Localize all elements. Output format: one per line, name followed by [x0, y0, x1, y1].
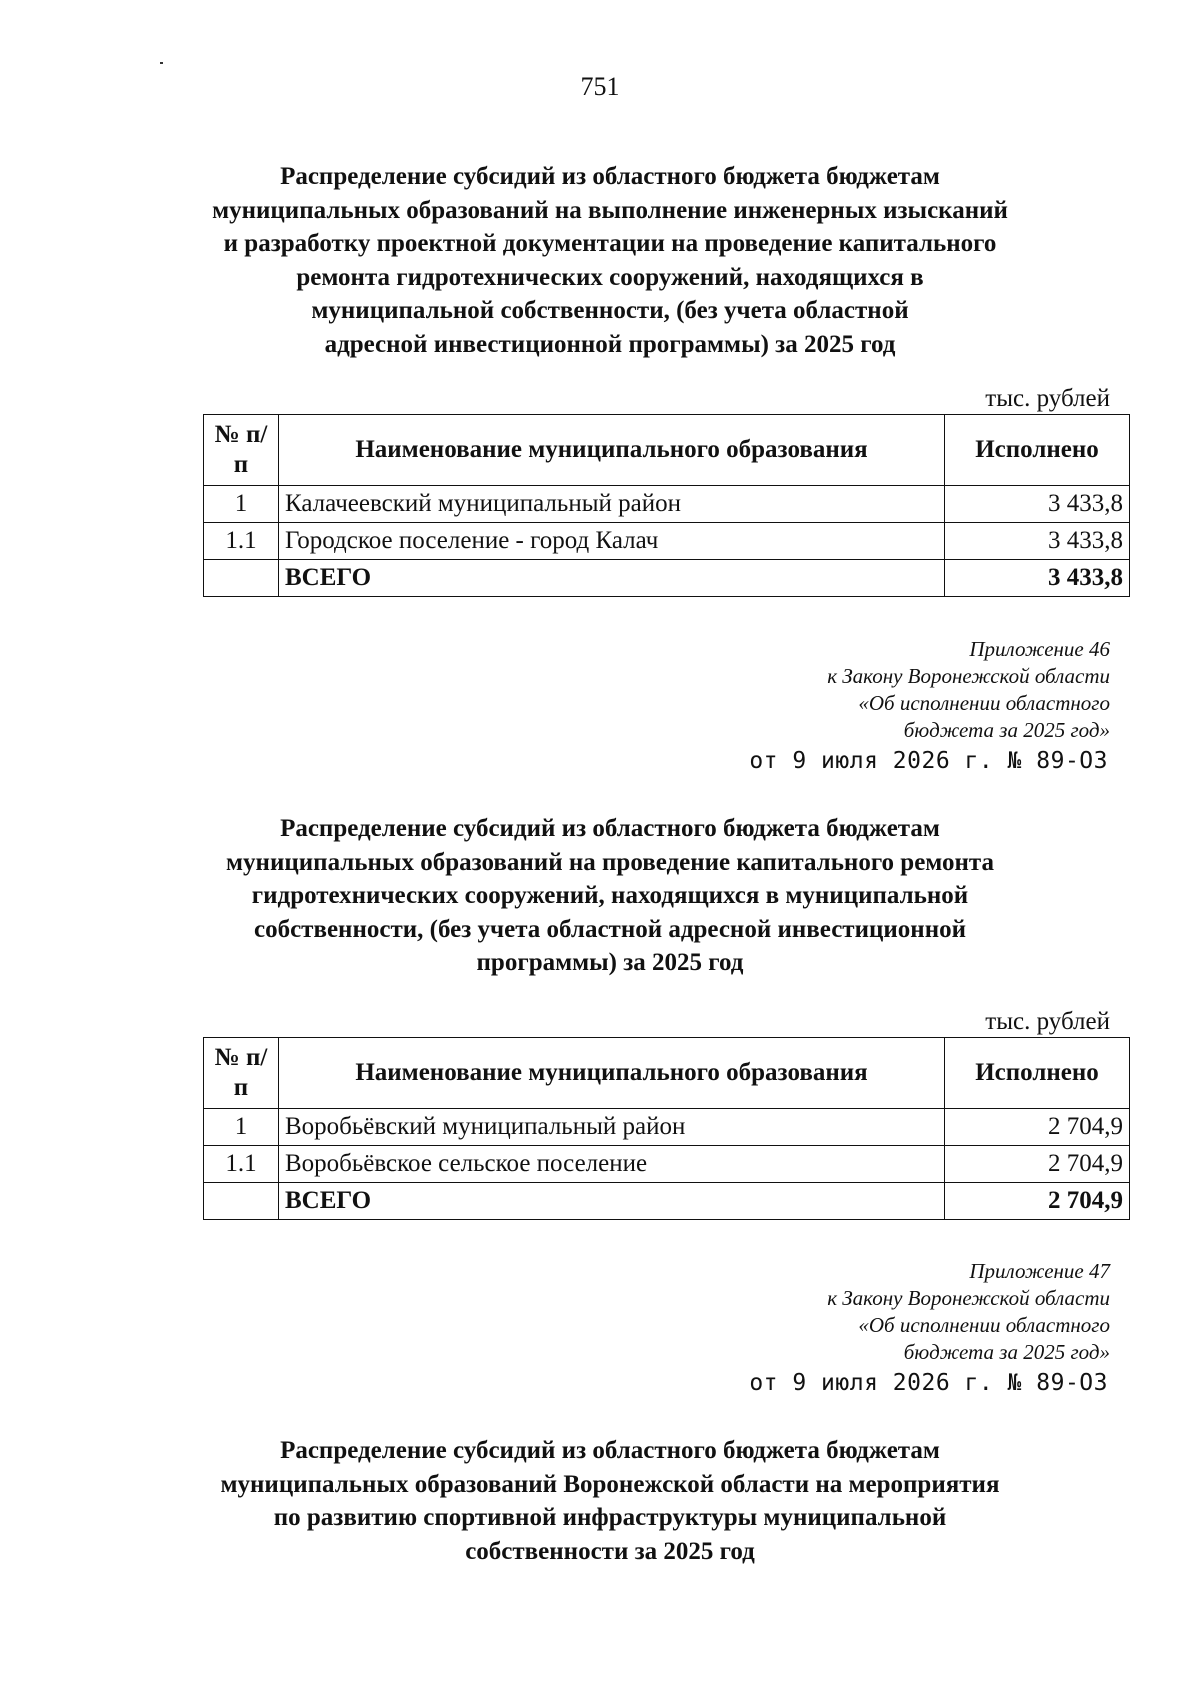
title-line: программы) за 2025 год [476, 949, 744, 976]
total-value: 2 704,9 [945, 1183, 1130, 1220]
title-line: муниципальных образований на выполнение инженерных изысканий [212, 196, 1008, 224]
table-header-row [204, 415, 1130, 486]
appendix-line: к Закону Воронежской области [827, 664, 1110, 688]
header-name: Наименование муниципального образования [279, 1038, 945, 1109]
total-value: 3 433,8 [945, 560, 1130, 597]
row-value: 2 704,9 [945, 1109, 1130, 1146]
scan-speck [160, 62, 163, 64]
row-number: 1.1 [204, 1146, 279, 1183]
appendix-line: бюджета за 2025 год» [903, 718, 1110, 742]
row-name: Калачеевский муниципальный район [279, 486, 945, 523]
row-number: 1.1 [204, 523, 279, 560]
row-number: 1 [204, 1109, 279, 1146]
row-number [204, 1183, 279, 1220]
title-line: муниципальной собственности, (без учета областной [311, 297, 909, 324]
header-executed: Исполнено [945, 1038, 1130, 1109]
appendix-line: Приложение 47 [969, 1259, 1110, 1283]
title-line: собственности за 2025 год [465, 1537, 755, 1565]
title-line: муниципальных образований на проведение капитального ремонта [226, 848, 994, 876]
row-number: 1 [204, 486, 279, 523]
title-line: Распределение субсидий из областного бюджета бюджетам [280, 163, 940, 190]
section-1-title [160, 160, 1060, 361]
header-number: № п/п [204, 1038, 279, 1109]
header-name: Наименование муниципального образования [279, 415, 945, 486]
units-label: тыс. рублей [985, 385, 1110, 412]
title-line: Распределение субсидий из областного бюджета бюджетам [280, 1437, 940, 1464]
appendix-line: Приложение 46 [969, 637, 1110, 661]
row-number [204, 560, 279, 597]
title-line: по развитию спортивной инфраструктуры муниципальной [273, 1504, 947, 1531]
appendix-47-caption [827, 1258, 1110, 1366]
row-value: 3 433,8 [945, 486, 1130, 523]
section-2-table [203, 1037, 1130, 1220]
title-line: ремонта гидротехнических сооружений, находящихся в [296, 263, 924, 291]
header-executed: Исполнено [945, 415, 1130, 486]
table-row [204, 1109, 1130, 1146]
title-line: муниципальных образований Воронежской области на мероприятия [220, 1470, 1000, 1498]
title-line: адресной инвестиционной программы) за 2025 год [324, 330, 896, 358]
table-total-row [204, 560, 1130, 597]
table-row [204, 523, 1130, 560]
row-value: 2 704,9 [945, 1146, 1130, 1183]
law-date-stamp: от 9 июля 2026 г. № 89-ОЗ [749, 1370, 1108, 1396]
table-row [204, 486, 1130, 523]
row-name: Воробьёвское сельское поселение [279, 1146, 945, 1183]
page-number: 751 [580, 72, 620, 101]
table-row [204, 1146, 1130, 1183]
title-line: собственности, (без учета областной адресной инвестиционной [253, 915, 967, 943]
title-line: и разработку проектной документации на проведение капитального [223, 230, 997, 257]
appendix-line: «Об исполнении областного [858, 691, 1110, 715]
title-line: Распределение субсидий из областного бюджета бюджетам [280, 815, 940, 842]
law-date-stamp: от 9 июля 2026 г. № 89-ОЗ [749, 748, 1108, 774]
appendix-line: к Закону Воронежской области [827, 1286, 1110, 1310]
appendix-46-caption [827, 636, 1110, 744]
section-1-table [203, 414, 1130, 597]
row-name: Воробьёвский муниципальный район [279, 1109, 945, 1146]
row-value: 3 433,8 [945, 523, 1130, 560]
row-name: Городское поселение - город Калач [279, 523, 945, 560]
section-3-title [160, 1434, 1060, 1568]
total-label: ВСЕГО [279, 1183, 945, 1220]
total-label: ВСЕГО [279, 560, 945, 597]
appendix-line: «Об исполнении областного [858, 1313, 1110, 1337]
section-2-title [160, 812, 1060, 980]
table-total-row [204, 1183, 1130, 1220]
title-line: гидротехнических сооружений, находящихся в муниципальной [251, 882, 969, 909]
header-number: № п/п [204, 415, 279, 486]
table-header-row [204, 1038, 1130, 1109]
units-label: тыс. рублей [985, 1008, 1110, 1035]
appendix-line: бюджета за 2025 год» [903, 1340, 1110, 1364]
